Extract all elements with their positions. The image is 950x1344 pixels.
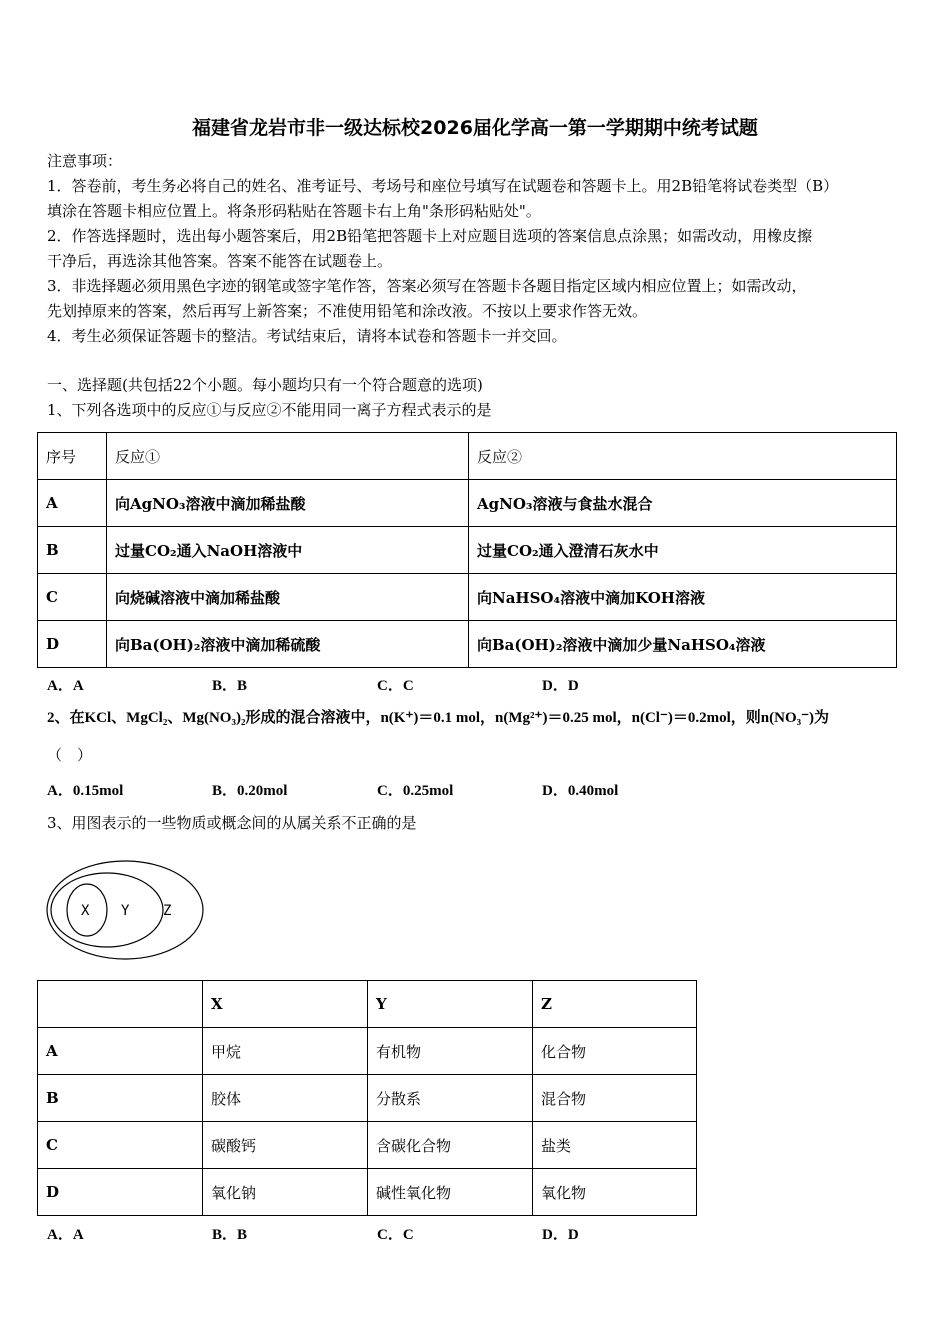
q2-option-a: A．0.15mol — [47, 783, 124, 799]
table-row — [38, 1028, 697, 1075]
cell: 氧化钠 — [203, 1169, 368, 1216]
table-row — [38, 1075, 697, 1122]
q2-stem: 2、在KCl、MgCl₂、Mg(NO₃)₂形成的混合溶液中，n(K⁺)＝0.1 mol，n(Mg²⁺)＝0.25 mol，n(Cl⁻)＝0.2mol，则n(NO₃⁻)为 — [47, 710, 830, 726]
note-line: 干净后，再选涂其他答案。答案不能答在试题卷上。 — [47, 252, 393, 270]
cell: 过量CO₂通入澄清石灰水中 — [469, 527, 897, 574]
q2-option-d: D．0.40mol — [542, 783, 619, 799]
header-cell: 反应① — [107, 433, 469, 480]
q2-option-b: B．0.20mol — [212, 783, 288, 799]
cell: 向烧碱溶液中滴加稀盐酸 — [107, 574, 469, 621]
section-heading: 一、选择题(共包括22个小题。每小题均只有一个符合题意的选项) — [47, 376, 483, 394]
table-row — [38, 527, 897, 574]
note-line: 2．作答选择题时，选出每小题答案后，用2B铅笔把答题卡上对应题目选项的答案信息点涂黑；如需改动，用橡皮擦 — [47, 227, 813, 245]
cell: AgNO₃溶液与食盐水混合 — [469, 480, 897, 527]
table-row — [38, 574, 897, 621]
q3-option-d: D．D — [542, 1227, 579, 1243]
label-y: Y — [121, 903, 130, 919]
table-row — [38, 1122, 697, 1169]
note-line: 4．考生必须保证答题卡的整洁。考试结束后，请将本试卷和答题卡一并交回。 — [47, 327, 567, 345]
note-line: 1．答卷前，考生务必将自己的姓名、准考证号、考场号和座位号填写在试题卷和答题卡上。用2B铅笔将试卷类型（B） — [47, 177, 839, 195]
q3-stem: 3、用图表示的一些物质或概念间的从属关系不正确的是 — [47, 814, 417, 832]
page-title: 福建省龙岩市非一级达标校2026届化学高一第一学期期中统考试题 — [192, 117, 758, 139]
cell: 向AgNO₃溶液中滴加稀盐酸 — [107, 480, 469, 527]
cell: 向Ba(OH)₂溶液中滴加少量NaHSO₄溶液 — [469, 621, 897, 668]
cell: 盐类 — [533, 1122, 697, 1169]
q3-table — [37, 980, 697, 1216]
cell: 含碳化合物 — [368, 1122, 533, 1169]
table-row — [38, 1169, 697, 1216]
cell: 混合物 — [533, 1075, 697, 1122]
q1-option-b: B．B — [212, 678, 248, 694]
label-z: Z — [163, 903, 172, 919]
cell: 向Ba(OH)₂溶液中滴加稀硫酸 — [107, 621, 469, 668]
q2-blank: （ ） — [47, 746, 93, 764]
q1-table — [37, 432, 897, 668]
note-line: 填涂在答题卡相应位置上。将条形码粘贴在答题卡右上角"条形码粘贴处"。 — [47, 202, 541, 220]
cell: B — [38, 527, 107, 574]
cell: D — [38, 621, 107, 668]
cell: 向NaHSO₄溶液中滴加KOH溶液 — [469, 574, 897, 621]
table-row — [38, 480, 897, 527]
cell: B — [38, 1075, 203, 1122]
cell: 胶体 — [203, 1075, 368, 1122]
q3-option-a: A．A — [47, 1227, 84, 1243]
notes-heading: 注意事项： — [47, 152, 123, 170]
table-header — [38, 433, 897, 480]
cell: 碳酸钙 — [203, 1122, 368, 1169]
q3-option-c: C．C — [377, 1227, 414, 1243]
cell: 碱性氧化物 — [368, 1169, 533, 1216]
cell: A — [38, 480, 107, 527]
cell: A — [38, 1028, 203, 1075]
header-cell: 反应② — [469, 433, 897, 480]
nested-ellipse-diagram — [44, 858, 206, 962]
cell: 氧化物 — [533, 1169, 697, 1216]
cell: D — [38, 1169, 203, 1216]
note-line: 先划掉原来的答案，然后再写上新答案；不准使用铅笔和涂改液。不按以上要求作答无效。 — [47, 302, 648, 320]
cell: 甲烷 — [203, 1028, 368, 1075]
table-header — [38, 981, 697, 1028]
cell: 分散系 — [368, 1075, 533, 1122]
q1-stem: 1、下列各选项中的反应①与反应②不能用同一离子方程式表示的是 — [47, 401, 492, 419]
cell: C — [38, 574, 107, 621]
header-cell: X — [203, 981, 368, 1028]
note-line: 3．非选择题必须用黑色字迹的钢笔或签字笔作答，答案必须写在答题卡各题目指定区域内相应位置上；如需改动， — [47, 277, 807, 295]
table-row — [38, 621, 897, 668]
header-cell — [38, 981, 203, 1028]
label-x: X — [81, 903, 90, 919]
header-cell: Z — [533, 981, 697, 1028]
q1-option-c: C．C — [377, 678, 414, 694]
cell: C — [38, 1122, 203, 1169]
q3-option-b: B．B — [212, 1227, 248, 1243]
cell: 化合物 — [533, 1028, 697, 1075]
cell: 有机物 — [368, 1028, 533, 1075]
q1-option-a: A．A — [47, 678, 84, 694]
q2-option-c: C．0.25mol — [377, 783, 454, 799]
header-cell: Y — [368, 981, 533, 1028]
q1-option-d: D．D — [542, 678, 579, 694]
header-cell: 序号 — [38, 433, 107, 480]
cell: 过量CO₂通入NaOH溶液中 — [107, 527, 469, 574]
